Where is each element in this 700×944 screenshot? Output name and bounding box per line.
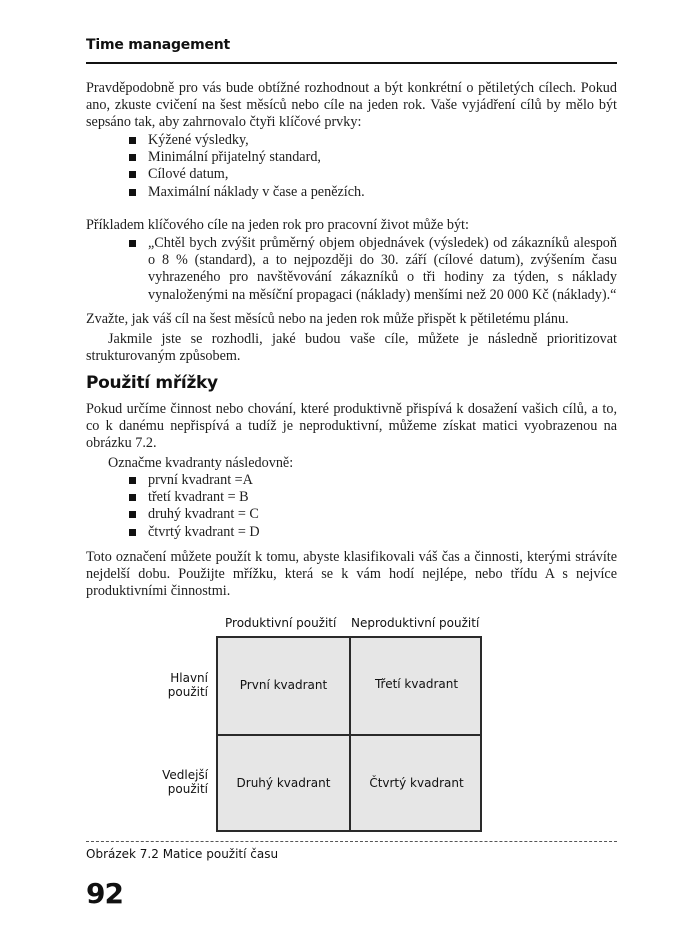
key-elements-list <box>86 132 617 201</box>
column-header-unproductive: Neproduktivní použití <box>351 616 480 630</box>
bullet-icon <box>129 529 136 536</box>
bullet-icon <box>129 240 136 247</box>
paragraph-matrix-intro: Pokud určíme činnost nebo chování, které produktivně přispívá k dosažení vašich cílů, a to, co k danému nepřispívá a tudíž je neproduktivní, můžeme získat matici vyobrazenou na obrázku 7.2. <box>86 401 617 452</box>
quadrant-cell-fourth: Čtvrtý kvadrant <box>369 776 464 790</box>
paragraph-prioritize: Jakmile jste se rozhodli, jaké budou vaše cíle, můžete je následně prioritizovat strukturovaným způsobem. <box>86 331 617 365</box>
list-item: Maximální náklady v čase a penězích. <box>86 184 617 201</box>
example-goal-list <box>86 235 617 304</box>
list-item: Kýžené výsledky, <box>86 132 617 149</box>
quadrant-cell-third: Třetí kvadrant <box>374 677 459 691</box>
list-item: první kvadrant =A <box>86 472 617 489</box>
paragraph-usage: Toto označení můžete použít k tomu, abyste klasifikovali váš čas a činnosti, kterými strávíte nejdelší dobu. Použijte mřížku, která se k vám hodí nejlépe, nebo třídu A s nejvíce produktivními činnostmi. <box>86 549 617 600</box>
bullet-icon <box>129 154 136 161</box>
quadrant-list <box>86 472 617 541</box>
grid-divider-horizontal <box>218 734 480 736</box>
figure-caption: Obrázek 7.2 Matice použití času <box>86 847 279 861</box>
bullet-icon <box>129 137 136 144</box>
column-header-productive: Produktivní použití <box>225 616 337 630</box>
bullet-icon <box>129 494 136 501</box>
list-item: druhý kvadrant = C <box>86 506 617 523</box>
list-item: čtvrtý kvadrant = D <box>86 524 617 541</box>
list-item: Minimální přijatelný standard, <box>86 149 617 166</box>
paragraph-example-intro: Příkladem klíčového cíle na jeden rok pro pracovní život může být: <box>86 217 469 233</box>
row-header-secondary: Vedlejší použití <box>162 768 208 796</box>
paragraph-intro: Pravděpodobně pro vás bude obtížné rozhodnout a být konkrétní o pětiletých cílech. Pokud ano, zkuste cvičení na šest měsíců nebo cíle na jeden rok. Vaše vyjádření cílů by mělo být sepsáno tak, aby zahrnovalo čtyři klíčové prvky: <box>86 80 617 131</box>
page-number: 92 <box>86 877 123 910</box>
section-title: Použití mřížky <box>86 373 218 393</box>
bullet-icon <box>129 511 136 518</box>
row-header-main: Hlavní použití <box>167 671 208 699</box>
running-head: Time management <box>86 37 231 53</box>
paragraph-consider: Zvažte, jak váš cíl na šest měsíců nebo na jeden rok může přispět k pětiletému plánu. <box>86 311 569 327</box>
matrix-grid <box>216 636 482 832</box>
quadrant-cell-second: Druhý kvadrant <box>236 776 331 790</box>
list-item: „Chtěl bych zvýšit průměrný objem objednávek (výsledek) od zákazníků alespoň o 8 % (standard), a to nejpozději do 30. září (cílové datum), zvýšením času vyhrazeného pro navštěvování zákazníků o tři hodiny za týden, s náklady vynaloženými na měsíční propagaci (náklady) menšími než 20 000 Kč (náklady).“ <box>86 235 617 304</box>
list-item: třetí kvadrant = B <box>86 489 617 506</box>
bullet-icon <box>129 189 136 196</box>
list-item: Cílové datum, <box>86 166 617 183</box>
bullet-icon <box>129 171 136 178</box>
caption-rule <box>86 841 617 842</box>
paragraph-label-quadrants: Označme kvadranty následovně: <box>108 455 294 471</box>
bullet-icon <box>129 477 136 484</box>
quadrant-cell-first: První kvadrant <box>239 678 328 692</box>
header-rule <box>86 62 617 64</box>
